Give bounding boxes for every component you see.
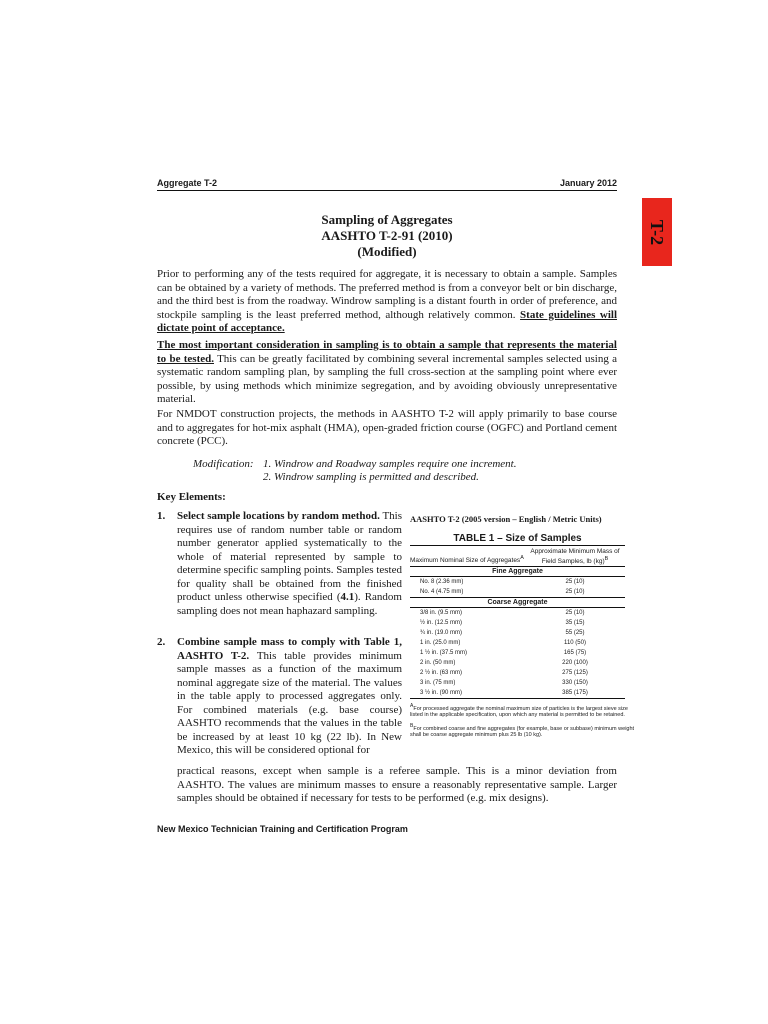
page-title [157,212,617,260]
aggregate-size-cell: 2 ½ in. (63 mm) [420,670,463,677]
consideration-paragraph [157,339,617,407]
section-reference: 4.1 [340,591,355,603]
aggregate-size-cell: 3 ½ in. (90 mm) [420,690,463,697]
header-section-label: Aggregate T-2 [157,178,218,188]
page-header [157,178,617,191]
key-element-text: This requires use of random number table or random number generator applied systematically to the whole of material represented by sample to determine specific sampling points. Samples tested for quality shall be obtained from the finished product unless otherwise specified ( [177,510,402,603]
page-footer: New Mexico Technician Training and Certification Program [157,824,408,834]
column-header-mass [525,548,625,565]
column-header-size-text: Maximum Nominal Size of Aggregates [410,557,521,565]
intro-text: Prior to performing any of the tests required for aggregate, it is necessary to obtain a sample. Samples can be obtained by a variety of methods. The preferred method is from a conveyor belt or bin discharge, and the third best is from the roadway. Windrow sampling is a distant fourth in order of preference, and stockpile sampling is the least preferred method, although relatively common. [157,268,617,321]
aggregate-size-cell: 3/8 in. (9.5 mm) [420,610,463,617]
key-element-body [177,510,402,618]
table-row [410,587,625,598]
aggregate-size-cell: 1 ½ in. (37.5 mm) [420,650,468,657]
minimum-mass-cell: 110 (50) [564,640,586,647]
minimum-mass-cell: 35 (15) [565,620,585,627]
title-line-1: Sampling of Aggregates [321,212,453,227]
footnote-marker: B [410,722,414,729]
key-element-number: 1. [157,510,166,522]
aggregate-size-cell: 1 in. (25.0 mm) [420,640,461,647]
intro-emphasis: State guidelines will dictate point of acceptance. [157,308,618,334]
coarse-rows [410,608,642,699]
footnote-a-text: For processed aggregate the nominal maximum size of particles is the largest sieve size listed in the applicable specification, upon which any material is permitted to be retained. [410,705,628,719]
table-row [410,608,625,618]
minimum-mass-cell: 330 (150) [562,680,588,687]
key-element-2-continuation: practical reasons, except when sample is a referee sample. This is a minor deviation from AASHTO. The values are minimum masses to ensure a reasonably representative sample. Larger samples should be obtained if necessary for tests to be performed (e.g. mix designs). [177,765,617,804]
column-header-mass-text: Approximate Minimum Mass of Field Samples, lb (kg) [530,548,620,565]
minimum-mass-cell: 165 (75) [563,650,587,657]
key-element-text: This table provides minimum sample masses as a function of the maximum nominal aggregate size of the material. The values in the table apply to processed aggregates only. For combined materials (e.g. base course) AASHTO recommends that the values in the table be increased by at least 10 kg (22 lb). In New Mexico, this will be considered optional for [177,649,402,756]
footnote-marker: A [520,555,524,561]
key-element-text-end: ). Random sampling does not mean haphazard sampling. [177,591,402,617]
consideration-emphasis: The most important consideration in sampling is to obtain a sample that represents the material to be tested. [157,339,617,365]
header-date: January 2012 [559,178,617,188]
minimum-mass-cell: 385 (175) [562,690,588,697]
aggregate-size-cell: ½ in. (12.5 mm) [420,620,463,627]
table-row [410,668,625,678]
footnote-a [410,703,642,719]
key-element-head: Combine sample mass to comply with Table 1, AASHTO T-2. [177,636,402,662]
minimum-mass-cell: 25 (10) [565,589,585,596]
modification-item-1: 1. Windrow and Roadway samples require one increment. [263,458,517,470]
table-row [410,678,625,688]
key-element-head: Select sample locations by random method. [177,510,380,522]
aggregate-size-cell: No. 8 (2.36 mm) [420,579,464,586]
title-line-3: (Modified) [357,244,417,259]
table-row [410,577,625,587]
table-footnotes [410,703,642,739]
aggregate-size-cell: 3 in. (75 mm) [420,680,456,687]
key-element-body [177,636,402,758]
footnote-marker: A [410,703,414,710]
aggregate-size-cell: 2 in. (50 mm) [420,660,456,667]
footnote-marker: B [604,555,609,562]
modification-label: Modification: [193,458,254,470]
modification-item-2: 2. Windrow sampling is permitted and described. [263,471,479,483]
table-caption: AASHTO T-2 (2005 version – English / Metric Units) [410,514,602,524]
key-element-number: 2. [157,636,166,648]
column-header-size [410,548,525,565]
table-row [410,628,625,638]
minimum-mass-cell: 25 (10) [565,579,585,586]
table-header-row [410,546,625,567]
table-title: TABLE 1 – Size of Samples [410,533,625,546]
minimum-mass-cell: 275 (125) [562,670,588,677]
table-row [410,618,625,628]
footnote-b [410,723,642,739]
footnote-b-text: For combined coarse and fine aggregates (for example, base or subbase) minimum weight shall be coarse aggregate minimum plus 25 lb (10 kg). [410,725,635,739]
minimum-mass-cell: 220 (100) [562,660,588,667]
fine-aggregate-heading: Fine Aggregate [410,567,625,577]
section-tab [642,198,672,266]
key-elements-heading: Key Elements: [157,491,226,503]
section-tab-label: T-2 [647,219,668,245]
sample-size-table [410,514,642,743]
table-row [410,658,625,668]
table-row [410,638,625,648]
nmdot-paragraph: For NMDOT construction projects, the methods in AASHTO T-2 will apply primarily to base course and to aggregates for hot-mix asphalt (HMA), open-graded friction course (OGFC) and Portland cement concrete (PCC). [157,408,617,447]
aggregate-size-cell: No. 4 (4.75 mm) [420,589,464,596]
modification-note [193,458,593,484]
consideration-text: This can be greatly facilitated by combining several incremental samples selected using a systematic random sampling plan, by sampling the full cross-section at the sampling point where ever possible, by using methods which minimize segregation, and by avoiding obviously unrepresentative material. [157,352,618,405]
minimum-mass-cell: 55 (25) [565,630,585,637]
title-line-2: AASHTO T-2-91 (2010) [321,228,453,243]
intro-paragraph [157,268,617,336]
aggregate-size-cell: ¾ in. (19.0 mm) [420,630,463,637]
table-row [410,688,625,699]
table-row [410,648,625,658]
fine-rows [410,577,642,598]
minimum-mass-cell: 25 (10) [565,610,585,617]
coarse-aggregate-heading: Coarse Aggregate [410,598,625,608]
